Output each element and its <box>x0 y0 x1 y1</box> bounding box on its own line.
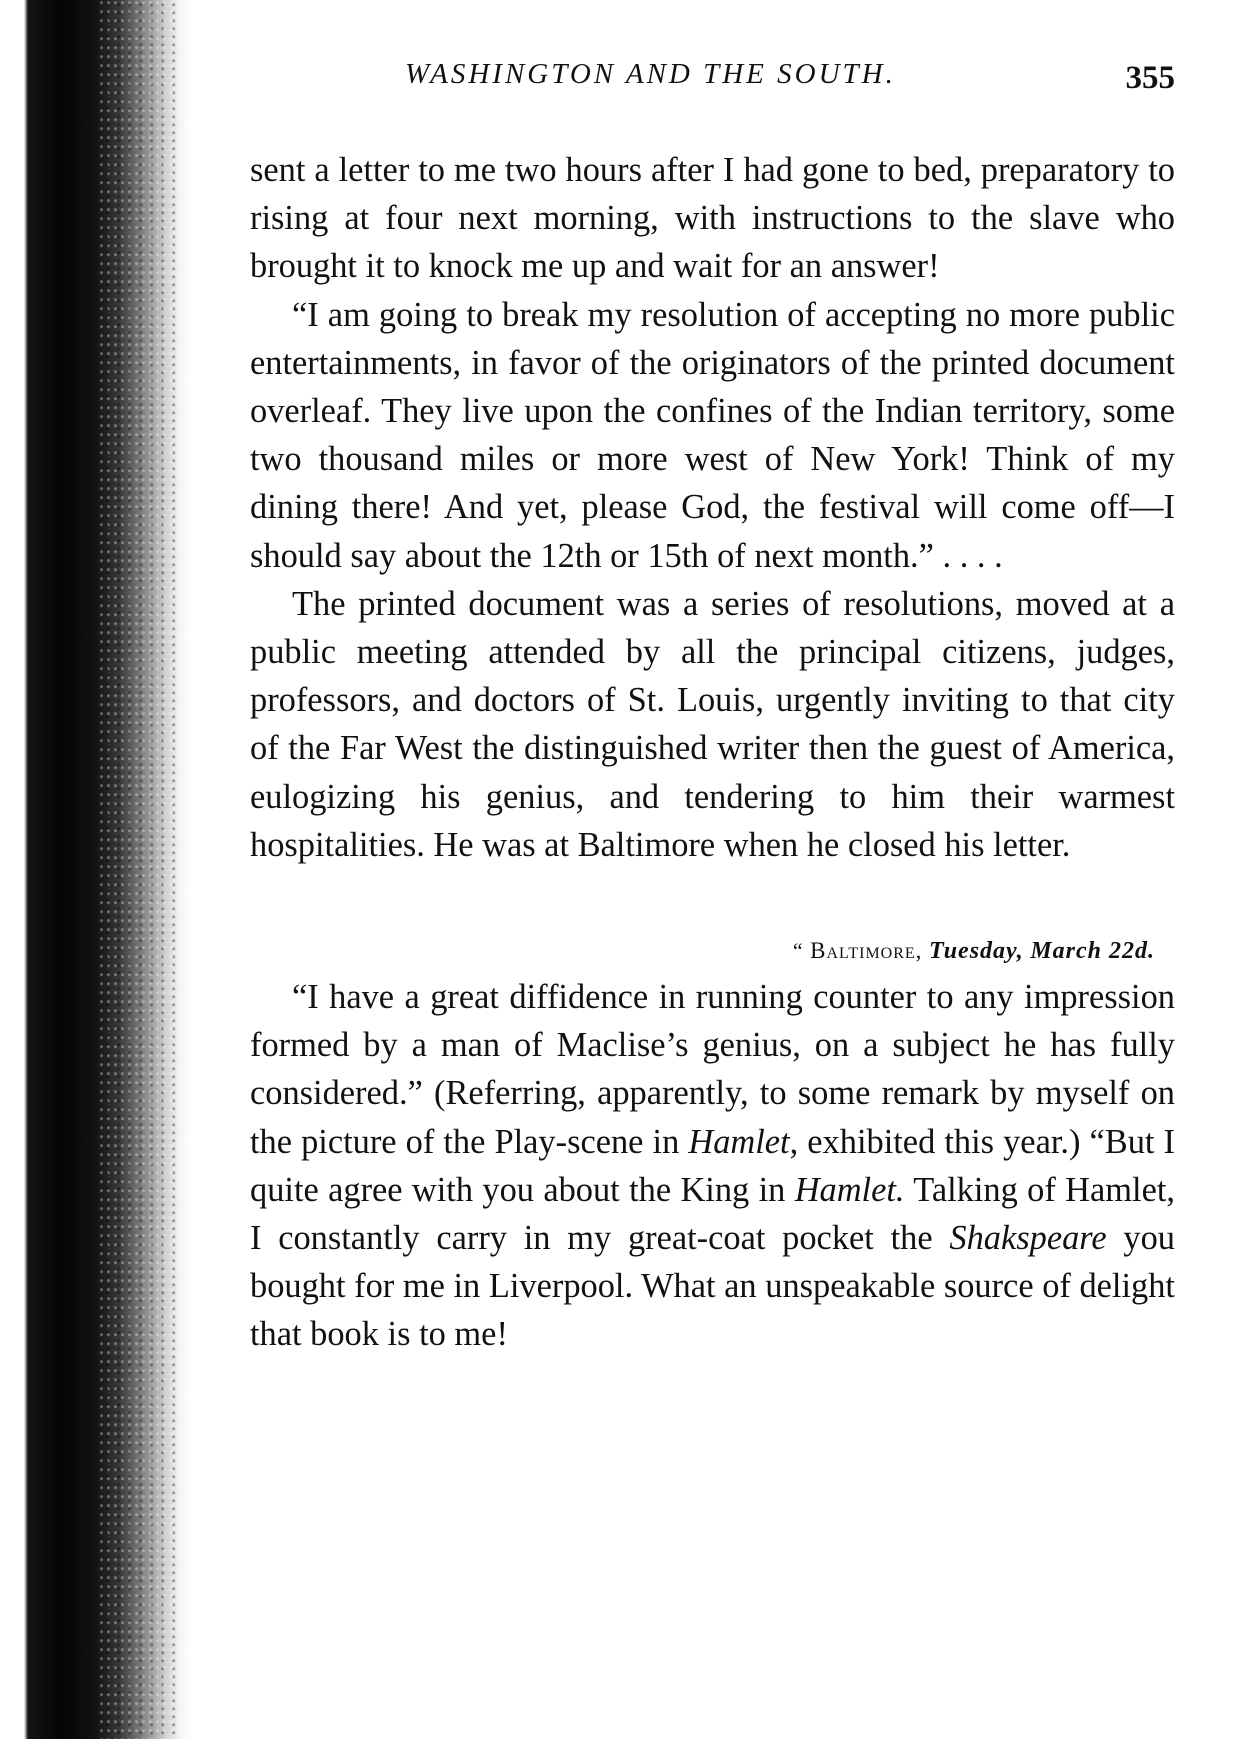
binding-texture <box>100 0 180 1739</box>
title-hamlet-2: Hamlet. <box>794 1170 905 1209</box>
paragraph-narrative: The printed document was a series of resolutions, moved at a public meeting attended by all the principal citizens, judges, professors, and doctors of St. Louis, urgently inviting to that city of the Far West the distinguished writer then the guest of America, eulogizing his genius, and tendering to him their warmest hospitalities. He was at Baltimore when he closed his letter. <box>250 584 1175 864</box>
letter-dateline <box>250 929 1175 973</box>
book-page <box>250 58 1175 1359</box>
paragraph-quote: “I am going to break my resolution of accepting no more public entertainments, in favor of the originators of the printed document overleaf. They live upon the confines of the Indian territory, some two thousand miles or more west of New York! Think of my dining there! And yet, please God, the festival will come off—I should say about the 12th or 15th of next month.” . . . . <box>250 295 1175 575</box>
dateline-date: March 22d. <box>1030 938 1155 965</box>
title-shakspeare: Shakspeare <box>949 1219 1107 1258</box>
dateline-day: Tuesday, <box>928 938 1024 965</box>
page-number: 355 <box>1125 60 1175 96</box>
title-hamlet: Hamlet <box>688 1122 790 1161</box>
body-text <box>250 146 1175 1359</box>
letter-text-1: “I have a great diffidence in running counter to any impression formed by a man of Maclise’s genius, on a subject he has fully considered.” (Referring, apparently, to some remark by myself on the picture of the Play-scene in <box>250 978 1175 1161</box>
running-title: WASHINGTON AND THE SOUTH. <box>405 58 896 90</box>
paragraph-continuation: sent a letter to me two hours after I had gone to bed, preparatory to rising at four next morning, with instructions to the slave who brought it to knock me up and wait for an answer! <box>250 151 1175 286</box>
letter-text-4: you bought for me in Liverpool. What an unspeakable source of delight that book is to me! <box>250 1219 1176 1354</box>
letter-text-3: Talking of Hamlet, I constantly carry in my great-coat pocket the <box>250 1170 1175 1258</box>
paragraph-letter <box>250 973 1175 1359</box>
running-head <box>250 58 1175 108</box>
letter-text-2: , exhibited this year.) “But I quite agree with you about the King in <box>250 1122 1175 1209</box>
dateline-place: Baltimore, <box>810 938 923 964</box>
dateline-open-quote: “ <box>792 938 811 964</box>
